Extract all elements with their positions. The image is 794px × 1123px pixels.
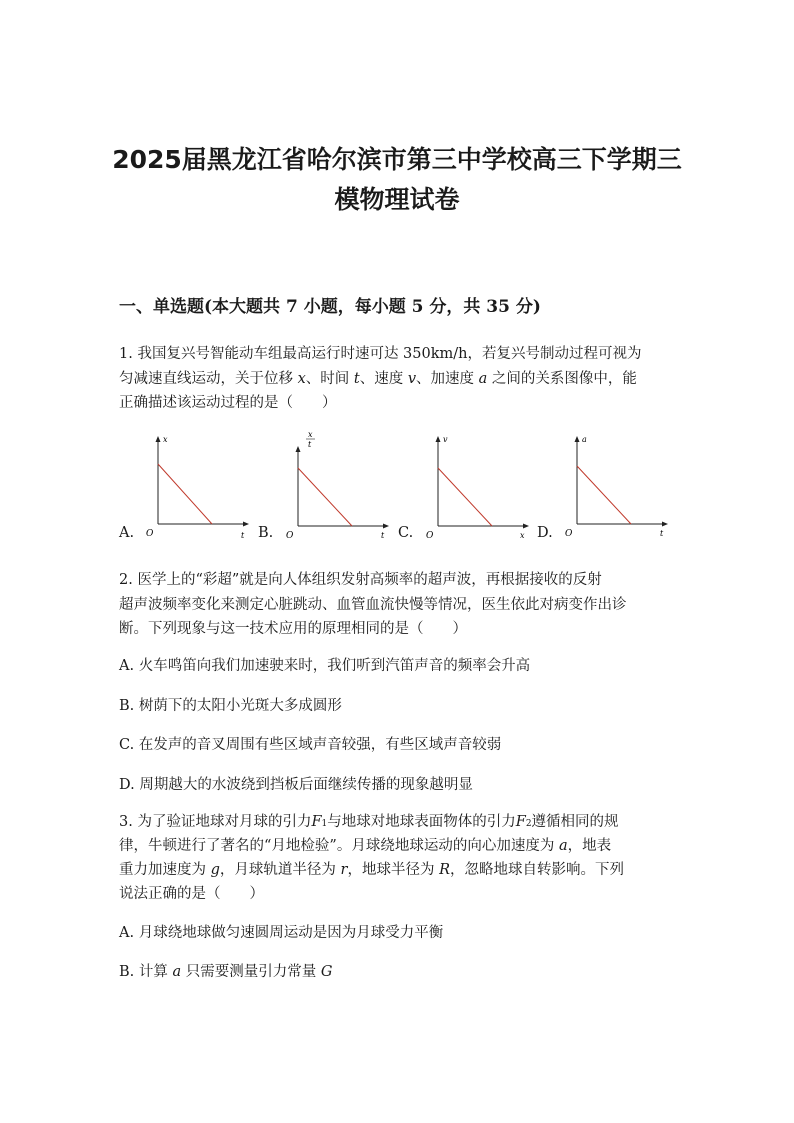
q1-line-2: 匀减速直线运动，关于位移 x、时间 t、速度 v、加速度 a 之间的关系图像中，能 — [119, 371, 637, 387]
section-heading: 一、单选题(本大题共 7 小题，每小题 5 分，共 35 分) — [119, 297, 541, 317]
graph-a-svg — [140, 428, 260, 546]
q1-graph-c — [420, 428, 540, 546]
var-t: t — [353, 371, 360, 387]
var-F1: F — [311, 814, 322, 830]
x-axis-arrow — [523, 524, 529, 529]
graph-line — [438, 468, 492, 526]
var-x: x — [297, 371, 306, 387]
y-axis-arrow — [436, 436, 441, 442]
title-line-1: 2025届黑龙江省哈尔滨市第三中学校高三下学期三 — [112, 145, 682, 174]
var-a: a — [478, 371, 488, 387]
q1-option-b-label: B. — [258, 525, 274, 541]
q1-option-c-label: C. — [398, 525, 414, 541]
q3-option-a: A. 月球绕地球做匀速圆周运动是因为月球受力平衡 — [119, 925, 444, 941]
y-axis-arrow — [156, 436, 161, 442]
q3-line-2: 律，牛顿进行了著名的“月地检验”。月球绕地球运动的向心加速度为 a，地表 — [119, 838, 612, 854]
q1-graph-d — [559, 428, 679, 546]
var-F2: F — [515, 814, 526, 830]
q2-line-1: 2. 医学上的“彩超”就是向人体组织发射高频率的超声波，再根据接收的反射 — [119, 572, 602, 588]
x-axis-label: t — [381, 531, 385, 540]
title-line-2: 模物理试卷 — [334, 185, 460, 214]
q3-line-1: 3. 为了验证地球对月球的引力F1与地球对地球表面物体的引力F2遵循相同的规 — [119, 814, 619, 830]
y-axis-denominator: t — [308, 440, 312, 449]
q2-option-d: D. 周期越大的水波绕到挡板后面继续传播的现象越明显 — [119, 777, 473, 793]
q1-option-a-label: A. — [119, 525, 135, 541]
x-axis-arrow — [243, 522, 249, 527]
y-axis-label: x — [163, 435, 168, 444]
y-axis-arrow — [575, 436, 580, 442]
q1-option-d-label: D. — [537, 525, 553, 541]
graph-line — [298, 468, 352, 526]
origin-label: O — [565, 529, 573, 539]
x-axis-label: t — [660, 529, 664, 538]
q1-line-3: 正确描述该运动过程的是（ ） — [119, 395, 337, 411]
q3-line-3: 重力加速度为 g，月球轨道半径为 r，地球半径为 R，忽略地球自转影响。下列 — [119, 862, 624, 878]
origin-label: O — [426, 531, 434, 541]
origin-label: O — [146, 529, 154, 539]
q2-option-b: B. 树荫下的太阳小光斑大多成圆形 — [119, 698, 342, 714]
q1-graph-a — [140, 428, 260, 546]
y-axis-label: a — [582, 435, 587, 444]
q2-line-2: 超声波频率变化来测定心脏跳动、血管血流快慢等情况，医生依此对病变作出诊 — [119, 597, 627, 613]
q2-line-3: 断。下列现象与这一技术应用的原理相同的是（ ） — [119, 621, 467, 637]
x-axis-label: t — [241, 531, 245, 540]
graph-d-svg — [559, 428, 679, 546]
x-axis-arrow — [662, 522, 668, 527]
x-axis-label: x — [520, 531, 525, 540]
x-axis-arrow — [383, 524, 389, 529]
q3-line-4: 说法正确的是（ ） — [119, 886, 264, 902]
q1-line-1: 1. 我国复兴号智能动车组最高运行时速可达 350km/h，若复兴号制动过程可视为 — [119, 346, 642, 362]
graph-b-svg — [280, 428, 400, 546]
graph-c-svg — [420, 428, 540, 546]
page-title — [110, 140, 684, 220]
y-axis-label: v — [443, 435, 448, 444]
var-v: v — [407, 371, 417, 387]
q1-graph-b — [280, 428, 400, 546]
y-axis-arrow — [296, 446, 301, 452]
q2-option-a: A. 火车鸣笛向我们加速驶来时，我们听到汽笛声音的频率会升高 — [119, 658, 531, 674]
q2-option-c: C. 在发声的音叉周围有些区域声音较强，有些区域声音较弱 — [119, 737, 502, 753]
origin-label: O — [286, 531, 294, 541]
graph-line — [577, 466, 631, 524]
q3-option-b: B. 计算 a 只需要测量引力常量 G — [119, 964, 333, 980]
graph-line — [158, 464, 212, 524]
y-axis-numerator: x — [308, 430, 313, 439]
